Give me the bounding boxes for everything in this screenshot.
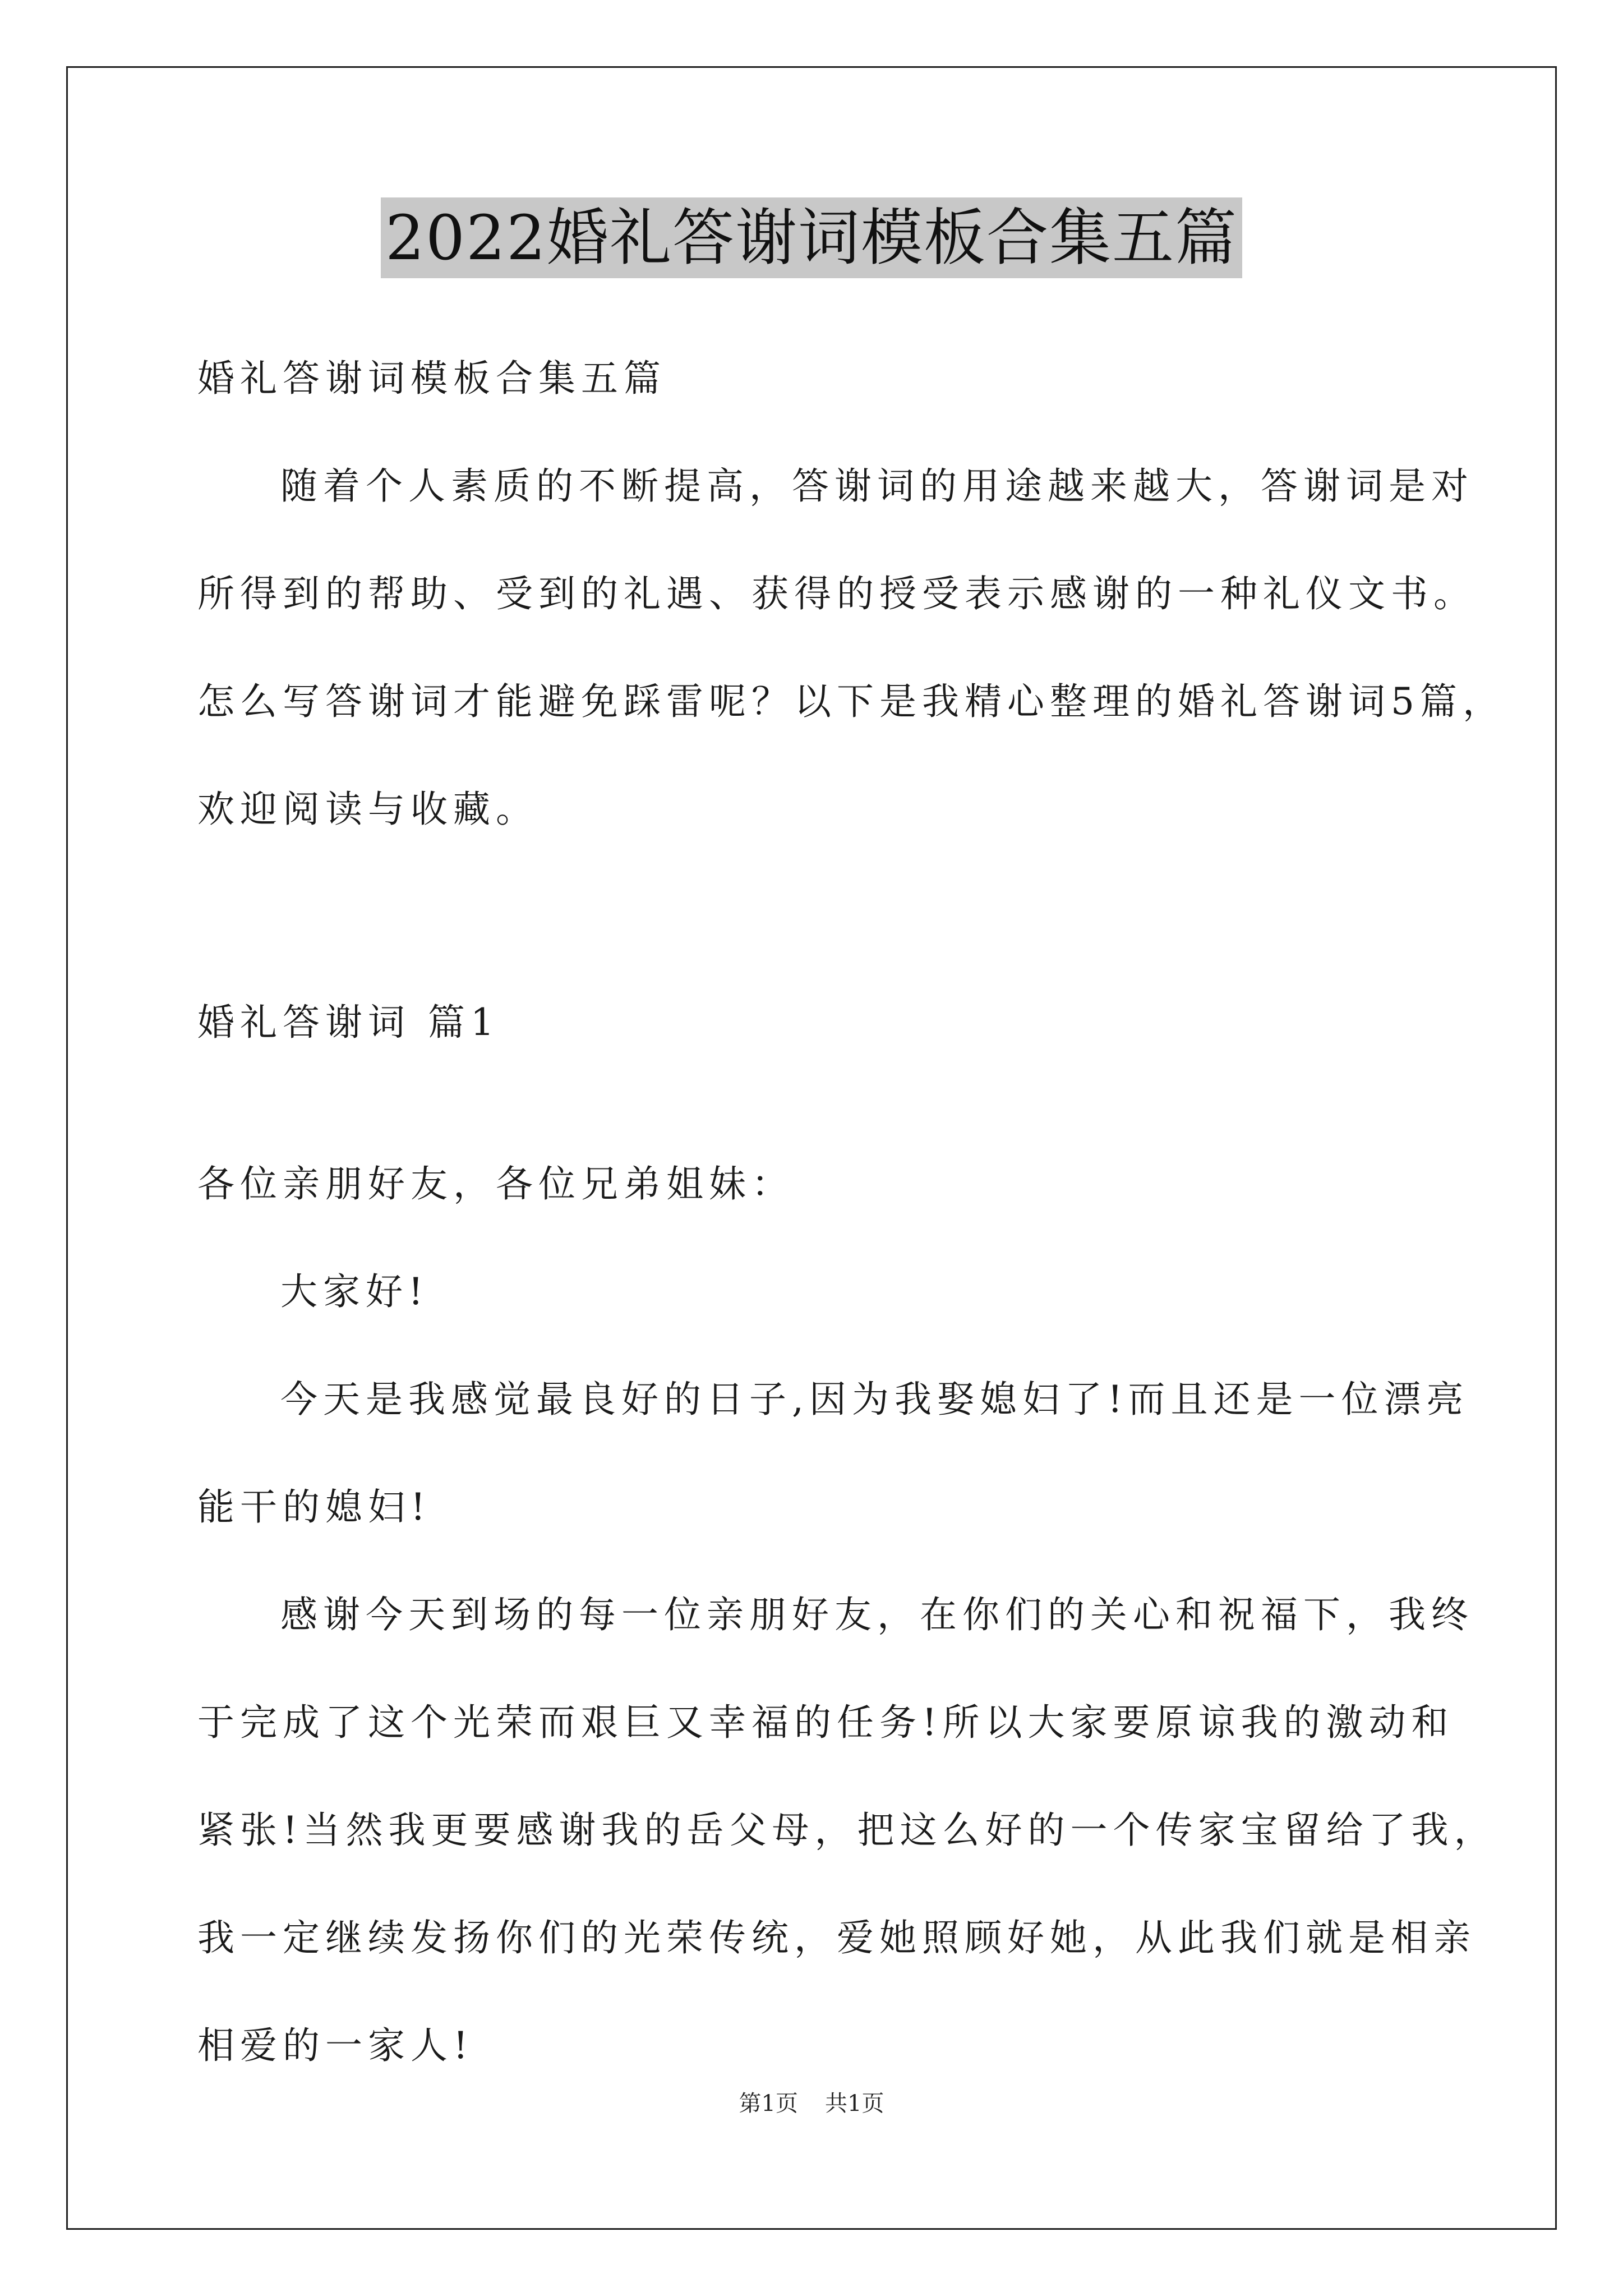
para1-line-1: 今天是我感觉最良好的日子,因为我娶媳妇了!而且还是一位漂亮: [280, 1378, 1469, 1421]
page-total: 共1页: [825, 2091, 884, 2116]
para2-line-2: 于完成了这个光荣而艰巨又幸福的任务!所以大家要原谅我的激动和: [197, 1701, 1454, 1744]
hello-line: 大家好!: [280, 1270, 429, 1313]
para2-line-5: 相爱的一家人!: [197, 2024, 474, 2067]
document-title: 2022婚礼答谢词模板合集五篇: [381, 197, 1242, 278]
page-number: 第1页: [739, 2091, 798, 2116]
intro-line-4: 欢迎阅读与收藏。: [197, 788, 538, 831]
document-subtitle: 婚礼答谢词模板合集五篇: [197, 357, 666, 400]
section-heading: 婚礼答谢词 篇1: [197, 1001, 500, 1044]
para1-line-2: 能干的媳妇!: [197, 1485, 431, 1529]
para2-line-3: 紧张!当然我更要感谢我的岳父母，把这么好的一个传家宝留给了我，: [197, 1809, 1497, 1852]
intro-line-3: 怎么写答谢词才能避免踩雷呢？以下是我精心整理的婚礼答谢词5篇，: [197, 680, 1505, 723]
para2-line-1: 感谢今天到场的每一位亲朋好友，在你们的关心和祝福下，我终: [280, 1593, 1474, 1636]
page-footer: [0, 2088, 1623, 2119]
title-container: [0, 197, 1623, 278]
intro-line-1: 随着个人素质的不断提高，答谢词的用途越来越大，答谢词是对: [280, 464, 1474, 508]
intro-line-2: 所得到的帮助、受到的礼遇、获得的授受表示感谢的一种礼仪文书。: [197, 572, 1476, 615]
greeting-line: 各位亲朋好友，各位兄弟姐妹：: [197, 1162, 794, 1205]
para2-line-4: 我一定继续发扬你们的光荣传统，爱她照顾好她，从此我们就是相亲: [197, 1916, 1476, 1959]
